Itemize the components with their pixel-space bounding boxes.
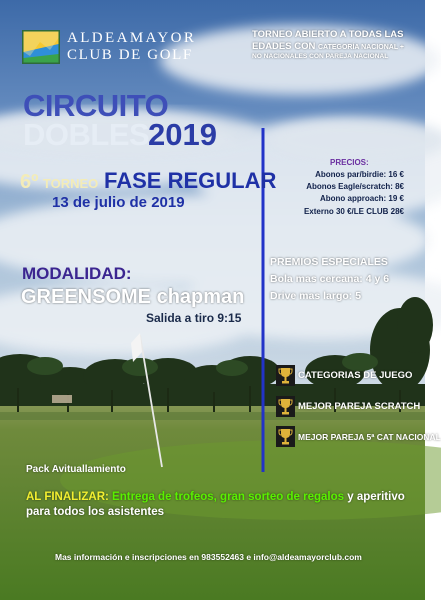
year-title: 2019	[148, 117, 217, 152]
refreshment-pack: Pack Avituallamiento	[26, 464, 126, 475]
price-line: Externo 30 €/LE CLUB 28€	[303, 207, 404, 216]
closing-label: AL FINALIZAR:	[26, 491, 109, 503]
club-logo-icon	[22, 30, 60, 64]
trophy-icon	[276, 396, 295, 417]
closing-line-2: para todos los asistentes	[26, 506, 165, 518]
ages-text	[252, 41, 404, 52]
trophy-icon	[276, 426, 295, 447]
prize-line: Bola mas cercana: 4 y 6	[270, 273, 390, 285]
open-tournament-text: TORNEO ABIERTO A TODAS LAS	[252, 29, 404, 40]
ages-text-a: EDADES CON	[252, 41, 316, 52]
price-line: Abonos par/birdie: 16 €	[315, 170, 404, 179]
non-national-text: NO NACIONALES CON PAREJA NACIONAL	[252, 53, 389, 60]
special-prizes-title: PREMIOS ESPECIALES	[270, 256, 388, 268]
price-line: Abonos Eagle/scratch: 8€	[306, 182, 404, 191]
logo-subtitle: CLUB DE GOLF	[67, 47, 193, 63]
modality-value: GREENSOME chapman	[21, 286, 245, 308]
event-date: 13 de julio de 2019	[52, 194, 185, 211]
logo-title: ALDEAMAYOR	[67, 30, 197, 46]
prices-title: PRECIOS:	[330, 158, 369, 167]
closing-rest: y aperitivo	[344, 491, 405, 503]
phase-title: FASE REGULAR	[104, 168, 277, 193]
closing-line	[26, 491, 405, 503]
prize-line: Drive mas largo: 5	[270, 290, 362, 302]
trophy-label: MEJOR PAREJA SCRATCH	[298, 401, 421, 412]
tee-time: Salida a tiro 9:15	[146, 311, 242, 325]
trophy-label: MEJOR PAREJA 5ª CAT NACIONAL	[298, 432, 441, 442]
circuit-title: CIRCUITO	[23, 88, 169, 123]
tournament-ordinal: 6º	[20, 171, 39, 193]
closing-highlight: Entrega de trofeos, gran sorteo de regalos	[112, 491, 345, 503]
price-line: Abono approach: 19 €	[319, 194, 404, 203]
doubles-title: DOBLES	[23, 117, 150, 152]
trophy-label: CATEGORIAS DE JUEGO	[298, 370, 413, 381]
modality-label: MODALIDAD:	[22, 264, 132, 283]
ages-text-b: CATEGORÍA NACIONAL +	[317, 44, 404, 51]
contact-footer: Mas información e inscripciones en 983552463 e info@aldeamayorclub.com	[55, 552, 362, 562]
tournament-word: TORNEO	[42, 176, 99, 191]
trophy-icon	[276, 365, 295, 386]
tournament-number	[20, 171, 98, 194]
